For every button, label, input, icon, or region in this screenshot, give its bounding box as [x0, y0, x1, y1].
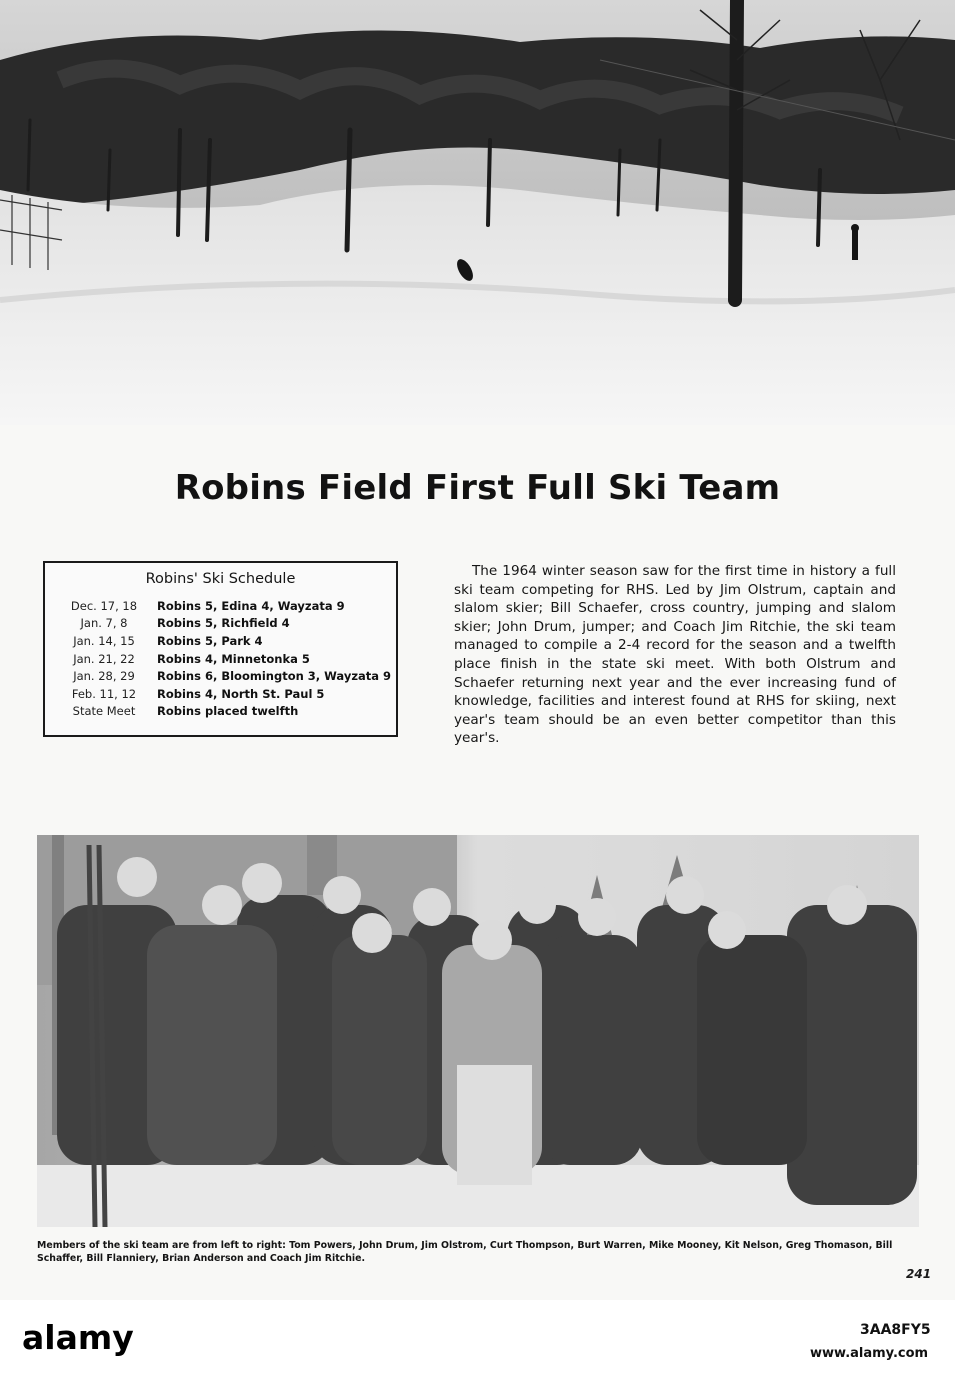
schedule-date: Jan. 21, 22: [73, 651, 135, 666]
schedule-row: [45, 615, 396, 633]
schedule-result: Robins 5, Richfield 4: [157, 616, 290, 631]
schedule-date: Jan. 14, 15: [73, 633, 135, 648]
schedule-result: Robins 5, Edina 4, Wayzata 9: [157, 598, 345, 613]
schedule-result: Robins placed twelfth: [157, 704, 299, 719]
ski-schedule-box: [43, 561, 398, 737]
schedule-title: Robins' Ski Schedule: [145, 571, 296, 587]
ski-team-photo: [37, 835, 919, 1227]
schedule-row: [45, 703, 396, 721]
page-number: 241: [906, 1267, 932, 1281]
winter-hill-illustration: [0, 0, 955, 425]
stock-footer: [0, 1300, 955, 1390]
schedule-row: [45, 685, 396, 703]
alamy-logo: alamy: [22, 1318, 134, 1357]
stock-url: www.alamy.com: [810, 1346, 929, 1361]
schedule-result: Robins 5, Park 4: [157, 633, 263, 648]
schedule-row: [45, 632, 396, 650]
page-title: Robins Field First Full Ski Team: [174, 468, 781, 508]
schedule-date: Jan. 7, 8: [80, 616, 128, 631]
schedule-row: [45, 667, 396, 685]
schedule-date: Feb. 11, 12: [71, 686, 137, 701]
schedule-date: Dec. 17, 18: [70, 598, 138, 613]
schedule-date: State Meet: [72, 704, 136, 719]
schedule-date: Jan. 28, 29: [73, 669, 135, 684]
schedule-result: Robins 4, North St. Paul 5: [157, 686, 325, 701]
image-id: 3AA8FY5: [860, 1322, 931, 1338]
photo-caption: Members of the ski team are from left to right: Tom Powers, John Drum, Jim Olstrom, Curt Thompson, Burt Warren, Mike Mooney, Kit Nelson, Greg Thomason, Bill Schaffer, Bill Flanniery, Brian Anderson and Coach Jim Ritchie.: [37, 1240, 893, 1264]
schedule-row: [45, 650, 396, 668]
schedule-row: [45, 597, 396, 615]
ski-team-illustration: [37, 835, 919, 1227]
winter-hill-photo: [0, 0, 955, 425]
article-paragraph: The 1964 winter season saw for the first time in history a full ski team competing for RHS. Led by Jim Olstrum, captain and slalom skier; Bill Schaefer, cross country, jumping and slalom skier; John Drum, jumper; and Coach Jim Ritchie, the ski team managed to compile a 2-4 record for the season and a twelfth place finish in the state ski meet. With both Olstrum and Schaefer returning next year and the ever increasing fund of knowledge, facilities and interest found at RHS for skiing, next year's team should be an even better competitor than this year's.: [454, 563, 896, 747]
schedule-rows: [45, 597, 396, 720]
schedule-result: Robins 6, Bloomington 3, Wayzata 9: [157, 669, 392, 684]
schedule-result: Robins 4, Minnetonka 5: [157, 651, 310, 666]
